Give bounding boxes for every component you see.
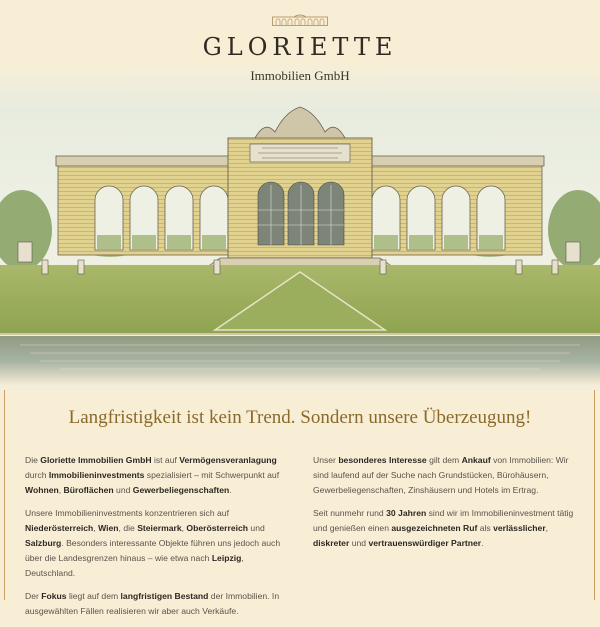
text: Der (25, 591, 42, 601)
text: , Deutschland. (25, 553, 244, 578)
text: , (58, 485, 64, 495)
text: liegt auf dem (66, 591, 121, 601)
bold-text: Fokus (41, 591, 67, 601)
text: Unser (313, 455, 339, 465)
paragraph-focus-areas (25, 453, 283, 498)
gloriette-illustration (0, 60, 600, 390)
text: , die (118, 523, 138, 533)
brand-name[interactable]: GLORIETTE (202, 33, 398, 61)
paragraph-acquisition (313, 453, 581, 498)
text: von Immobilien: Wir sind laufend auf der Suche nach Grundstücken, Bürohäusern, Gewerbeliegenschaften, Zinshäusern und Hotels im Ertrag. (313, 455, 569, 495)
bold-text: Wien (98, 523, 119, 533)
bold-text: Gewerbeliegenschaften (132, 485, 230, 495)
bold-text: ausgezeichneten Ruf (391, 523, 478, 533)
bold-text: Salzburg (25, 538, 62, 548)
bold-text: Steiermark (137, 523, 182, 533)
bold-text: langfristigen Bestand (120, 591, 209, 601)
text: als (477, 523, 494, 533)
text: Seit nunmehr rund (313, 508, 387, 518)
bold-text: Niederösterreich (25, 523, 94, 533)
text: ist auf (151, 455, 180, 465)
text: Die (25, 455, 41, 465)
text: . (481, 538, 484, 548)
bold-text: Ankauf (461, 455, 491, 465)
bold-text: verlässlicher (493, 523, 546, 533)
text: . (229, 485, 232, 495)
header (0, 0, 600, 90)
text: gilt dem (426, 455, 462, 465)
paragraph-regions (25, 506, 283, 581)
text: . Besonders interessante Objekte führen uns jedoch auch über die Landesgrenzen hinaus – wie etwa nach (25, 538, 281, 563)
text: und (349, 538, 369, 548)
text: der Immobilien. In ausgewählten Fällen realisieren wir aber auch Verkäufe. (25, 591, 280, 616)
text: Unsere Immobilieninvestments konzentrieren sich auf (25, 508, 229, 518)
text: sind wir im Immobilieninvestment tätig und genießen einen (313, 508, 574, 533)
content-column-right (313, 453, 581, 559)
bold-text: Leipzig (211, 553, 242, 563)
text: , (181, 523, 187, 533)
paragraph-reputation (313, 506, 581, 551)
bold-text: 30 Jahren (386, 508, 427, 518)
bold-text: vertrauenswürdiger Partner (368, 538, 482, 548)
building-outline-icon (272, 14, 328, 26)
text: und (113, 485, 133, 495)
bold-text: Immobilieninvestments (48, 470, 145, 480)
text: spezialisiert – mit Schwerpunkt auf (144, 470, 280, 480)
text: , (545, 523, 549, 533)
bold-text: diskreter (313, 538, 350, 548)
text: und (248, 523, 265, 533)
bold-text: Büroflächen (63, 485, 114, 495)
bold-text: Oberösterreich (186, 523, 249, 533)
bold-text: Vermögensveranlagung (179, 455, 277, 465)
bold-text: Gloriette Immobilien GmbH (40, 455, 152, 465)
content-column-left (25, 453, 283, 627)
paragraph-focus (25, 589, 283, 619)
bold-text: Wohnen (25, 485, 59, 495)
text: , (93, 523, 99, 533)
brand-subtitle: Immobilien GmbH (250, 68, 350, 83)
headline: Langfristigkeit ist kein Trend. Sondern unsere Überzeugung! (68, 407, 532, 428)
bold-text: besonderes Interesse (338, 455, 427, 465)
text: durch (25, 470, 49, 480)
